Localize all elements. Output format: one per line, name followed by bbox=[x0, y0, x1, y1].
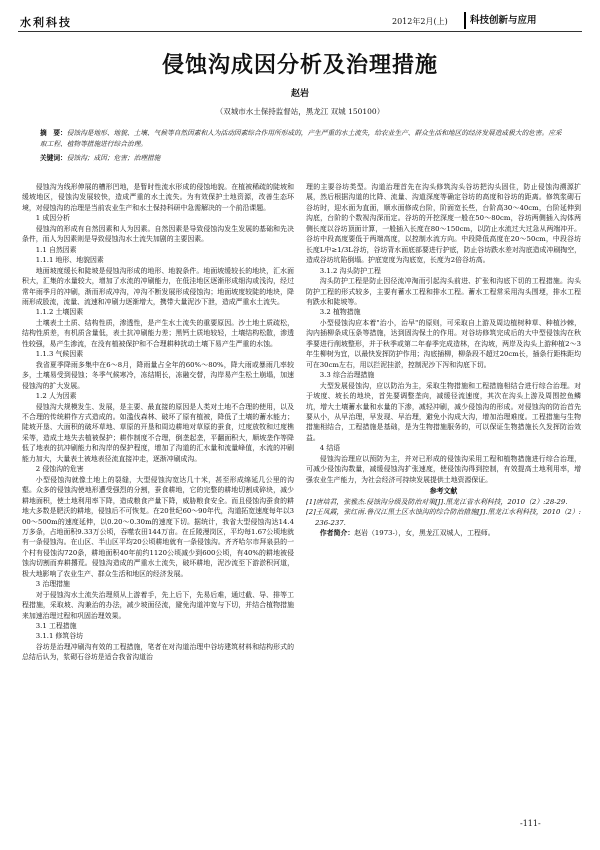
paragraph: 我省夏季降雨多集中在6～8月，降雨量占全年的60%～80%，降大雨或暴雨几率较多，土壤易受到侵蚀；冬季气候寒冷，冻结期长，冻融交替，沟岸易产生松土崩塌，加速侵蚀沟的扩大发展。 bbox=[22, 360, 294, 390]
paragraph: 小型侵蚀沟就像土地上的裂缝，大型侵蚀沟宽达几十米，甚至形成绵延几公里的沟壑。众多的侵蚀沟使地形遭受强烈的分割，蚕食耕地，它的完整的耕地切割成碎块，减少耕地面积，使土地利用率下降，造成粮食产量下降，威胁粮食安全。而且侵蚀沟蚕食的耕地大多数是肥沃的耕地，侵蚀后不可恢复。在20世纪60～90年代，沟道拓宽速度每年以300～500m的速度延伸，以0.20～0.30m的速度下切。据统计，我省大型侵蚀沟达14.4万多条，占地面积9.33万公顷，吞噬农田144万亩。在丘陵漫岗区，平均每1.67公顷地就有一条侵蚀沟。在山区、半山区平均20公顷耕地就有一条侵蚀沟。齐齐哈尔市拜泉县的一个村有侵蚀沟720条，耕地面积40年前约1120公顷减少到600公顷，有40%的耕地被侵蚀沟切割而弃耕撂荒。侵蚀沟造成的严重水土流失，破坏耕地，泥沙流至下游淤积河道，极大地影响了农业生产、群众生活和地区的经济发展。 bbox=[22, 475, 294, 578]
section-label-box bbox=[464, 12, 586, 29]
paragraph: 大型发展侵蚀沟，应以防治为主，采取生物措施和工程措施相结合进行综合治理。对于坡度、坡长的地块，首先要调整垄向，减缓径流速度，其次在沟头上游及周围挖鱼鳞坑，增大土壤蓄水量和水量的下渗，减轻冲刷，减少侵蚀沟的形成。对侵蚀沟的防治首先要从小，从早治理，早发现、早治理，避免小沟成大沟，增加治理难度。工程措施与生物措施相结合，工程措施是基础，是为生物措施服务的，可以保证生物措施长久发挥防治效益。 bbox=[306, 381, 581, 442]
keywords-label: 关键词： bbox=[40, 154, 67, 162]
section-heading: 3.1 工程措施 bbox=[35, 622, 77, 631]
left-column bbox=[22, 182, 294, 663]
paragraph: 土壤表土土质、结构性质，渗透性，是产生水土流失的重要原因。沙土地土质疏松，结构性质差，有机质含量低，表土抗冲刷能力差；黑钙土质地较轻，土壤结构松散，渗透性较强，易产生渗流，在没有植被保护和不合理耕种扰动土壤下易产生严重的水蚀。 bbox=[22, 318, 294, 348]
paragraph: 侵蚀沟治理应以预防为主，并对已形成的侵蚀沟采用工程和植物措施进行综合治理，可减少侵蚀沟数量，减缓侵蚀沟扩张速度，使侵蚀沟得到控制，有效提高土地利用率，增强农业生产能力，为社会经济可持续发展提供土地资源保证。 bbox=[306, 454, 581, 484]
abstract bbox=[40, 128, 568, 151]
paper-title: 侵蚀沟成因分析及治理措施 bbox=[161, 53, 438, 78]
paragraph: 谷坊是治理冲刷沟有效的工程措施，笔者在对沟道治理中谷坊建筑材料和结构形式的总结后认为，浆砌石谷坊是适合我省沟道治 bbox=[22, 642, 294, 662]
keywords-text: 侵蚀沟；成因；危害；治理措施 bbox=[66, 154, 161, 162]
journal-name: 水利科技 bbox=[20, 16, 72, 29]
author-name: 赵岩 bbox=[290, 89, 309, 99]
abstract-label: 摘 要： bbox=[40, 129, 67, 137]
section-heading: 3 治理措施 bbox=[35, 580, 70, 589]
section-heading: 1.1 自然因素 bbox=[35, 245, 77, 254]
author-bio-text: 赵岩（1973-），女，黑龙江双城人，工程师。 bbox=[354, 528, 495, 537]
section-heading: 3.3 综合治理措施 bbox=[319, 371, 375, 380]
reference-item: [1]唐培君，张雅杰.侵蚀沟分级及防治对策[J].黑龙江省水利科技，2010（2）:28-29. bbox=[306, 497, 568, 506]
paragraph: 侵蚀沟的形成有自然因素和人为因素。自然因素是导致侵蚀沟发生发展的基础和先决条件，而人为因素则是导致侵蚀沟水土流失加剧的主要因素。 bbox=[22, 224, 294, 244]
author-bio bbox=[306, 528, 581, 538]
reference-item: [2]王凤霞，张红雨.鲁汉江黑土区水蚀沟的综合防治措施[J].黑龙江水利科技，2010（2）:236-237. bbox=[306, 508, 581, 527]
section-heading: 1.2 人为因素 bbox=[35, 392, 77, 401]
paragraph: 小型侵蚀沟应本着"治小，治早"的原则，可采取自上游及周边植树种草、种植沙棘，沟内插柳条成压条等措施，达到固沟保土的作用。对谷坊修筑完成后的大中型侵蚀沟在秋季要进行削坡整形，并于秋季或第二年春季完成造林，在沟坡，两岸及沟头上游种植2～3年生柳树为宜，以最快发挥防护作用；沟底插柳，柳条段不超过20cm长，插条行距株距均可在30cm左右，用以拦泥挂淤，控制泥沙下泻和沟底下切。 bbox=[306, 318, 581, 369]
paragraph: 地面坡度缓长和陡坡是侵蚀沟形成的地形、地貌条件。地面坡缓较长的地块，汇水面积大，汇集的水量较大，增加了水流的冲刷能力，在低洼地区逐渐形成细沟或浅沟，经过常年雨季月的冲刷，渐而形成冲沟，冲沟不断发展形成侵蚀沟；地面坡度较陡的地块，降雨形成股流，流量、流速和冲刷力逐渐增大，携带大量泥沙下泄，造成严重水土流失。 bbox=[22, 266, 294, 306]
author-bio-label: 作者简介： bbox=[319, 528, 355, 537]
section-heading: 2 侵蚀沟的危害 bbox=[35, 465, 84, 474]
section-heading: 3.2 植物措施 bbox=[319, 308, 361, 317]
issue-date: 2012年2月(上) bbox=[392, 17, 448, 26]
right-column bbox=[306, 182, 581, 538]
abstract-text: 侵蚀沟是地形、地貌、土壤、气候等自然因素和人为活动因素综合作用所形成的，产生严重的水土流失，给农业生产、群众生活和地区的经济发展造成极大的危害。应采取工程、植物等措施进行综合治理。 bbox=[40, 129, 562, 149]
section-heading: 1.1.1 地形、地貌因素 bbox=[35, 256, 104, 265]
paragraph: 侵蚀沟为线形伸展的槽形凹地，是暂时性流水形成的侵蚀地貌。在植被稀疏的陡坡和缓坡地区，侵蚀沟发展较快，造成严重的水土流失。为有效保护土地资源，改善生态环境，对侵蚀沟的治理是当前农业生产和水土保持科研中急需解决的一个前沿课题。 bbox=[22, 183, 294, 212]
page-number: -111- bbox=[520, 819, 541, 828]
references-title: 参考文献 bbox=[429, 487, 458, 496]
section-heading: 1 成因分析 bbox=[35, 214, 70, 223]
section-heading: 4 结语 bbox=[319, 444, 341, 453]
section-label: 科技创新与应用 bbox=[470, 15, 537, 26]
affiliation: （双城市水土保持监督站，黑龙江 双城 150100） bbox=[215, 107, 385, 116]
section-heading: 3.1.1 修筑谷坊 bbox=[35, 632, 84, 641]
section-heading: 1.1.3 气候因素 bbox=[35, 350, 84, 359]
paragraph: 侵蚀沟大规模发生、发展，是主要、最直接的原因是人类对土地不合理的使用，以及不合理的传统耕作方式造成的。如滥伐森林、破坏了原有植被，降低了土壤的蓄水能力；陡坡开垦、大面积的破坏草地、草原的开垦和周边耕地对草原的蚕食，过度放牧和过度樵采等，造成土地失去植被保护；耕作制度不合理，倒垄起垄，平翻面积大，顺坡垄作等降低了地表的抗冲刷能力和沟岸的保护程度，增加了沟道的汇水量和流量峰值，水流的冲刷能力加大，大量表土被地表径流直接冲走，逐渐冲刷成沟。 bbox=[22, 402, 294, 463]
keywords bbox=[40, 153, 568, 164]
paragraph: 理的主要谷坊类型。沟道治理首先在沟头修筑沟头谷坊把沟头固住，防止侵蚀沟溯源扩展，然后根据沟道的比降、流量、沟道深度等确定谷坊的高度和谷坊的距离。修筑浆砌石谷坊时，迎水面为直面，顺水面修成台阶，阶面宽长些，台阶高30～40cm，台阶延伸到沟底，台阶的个数视沟深而定。谷坊的开挖深度一般在50～80cm，谷坊两侧插入沟体两侧长度以谷坊顶面计算，一般插入长度在80～150cm，以防止水流过大过急从两端冲开。谷坊中段高度要低于两端高度，以控制水流方向。中段降低高度在20～50cm，中段谷坊长度L中≥1/3L谷坊，谷坊背水面底部要进行护底，防止谷坊跌水差对沟底造成冲刷掏空，造成谷坊坑陷倒塌。护底宽度为沟底宽，长度为2倍谷坊高。 bbox=[306, 183, 581, 265]
paragraph: 对于侵蚀沟水土流失治理须从上游着手，先上后下，先易后难，通过截、导、排等工程措施，采取坡、沟兼治的办法，减少坡面径流，避免沟道冲宽与下切，并结合植物措施来加速治理过程和巩固治理效果。 bbox=[22, 590, 294, 620]
header-rule bbox=[18, 31, 582, 32]
section-heading: 3.1.2 沟头防护工程 bbox=[319, 266, 381, 275]
paragraph: 沟头防护工程是防止因径流冲淘而引起沟头前进、扩张和沟底下切的工程措施。沟头防护工程的形式较多，主要有蓄水工程和排水工程。蓄水工程常采用沟头围埂，排水工程有跌水和陡坡等。 bbox=[306, 277, 581, 306]
section-heading: 1.1.2 土壤因素 bbox=[35, 308, 84, 317]
right-column-body bbox=[306, 182, 581, 485]
